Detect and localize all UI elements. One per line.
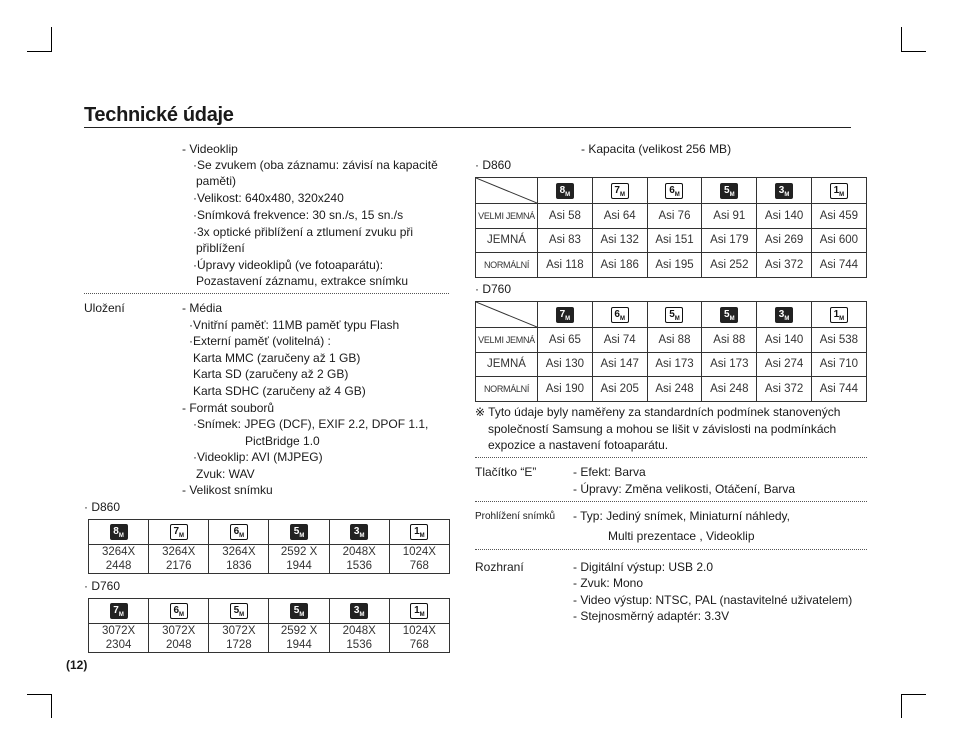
size-cell [209, 624, 269, 653]
icon-row [476, 302, 867, 328]
6m-icon [665, 183, 683, 199]
capacity-cell: Asi 372 [757, 377, 812, 402]
5m-icon [290, 603, 308, 619]
size-cell [149, 624, 209, 653]
3m-icon [775, 183, 793, 199]
interface-label: Rozhraní [475, 560, 524, 574]
size-height: 1944 [286, 560, 312, 572]
size-width: 2592 X [280, 625, 318, 637]
icon-digit: 8 [559, 184, 566, 196]
icon-cell [811, 178, 866, 204]
icon-digit: 1 [414, 526, 420, 537]
size-width: 3072X [162, 625, 196, 637]
3m-icon [350, 603, 368, 619]
capacity-cell: Asi 195 [647, 253, 702, 278]
icon-digit: 6 [669, 184, 675, 196]
capacity-header: - Kapacita (velikost 256 MB) [581, 142, 732, 156]
size-height: 1836 [226, 560, 252, 572]
icon-cell [269, 520, 329, 545]
videoklip-line: ·Úpravy videoklipů (ve fotoaparátu): [193, 258, 384, 272]
crop-mark [901, 27, 902, 51]
table-row [476, 377, 867, 402]
capacity-cell: Asi 252 [702, 253, 757, 278]
size-cell [269, 545, 329, 574]
size-cell [209, 545, 269, 574]
model-label-d760: · D760 [84, 579, 121, 593]
icon-digit: 7 [614, 184, 620, 196]
icon-unit: M [359, 612, 365, 618]
6m-icon [170, 603, 188, 619]
icon-digit: 3 [353, 526, 360, 537]
icon-cell [89, 520, 149, 545]
icon-unit: M [239, 612, 245, 618]
capacity-cell: Asi 372 [757, 253, 812, 278]
media-line: Karta MMC (zaručeny až 1 GB) [193, 351, 361, 365]
capacity-cell: Asi 140 [757, 204, 812, 229]
icon-unit: M [784, 315, 790, 322]
section-divider [475, 501, 867, 502]
icon-cell [329, 599, 389, 624]
icon-unit: M [359, 533, 365, 539]
table-row [476, 253, 867, 278]
format-line: ·Videoklip: AVI (MJPEG) [193, 450, 323, 464]
icon-unit: M [299, 533, 305, 539]
crop-mark [901, 51, 926, 52]
capacity-cell: Asi 65 [538, 328, 593, 353]
section-divider [475, 549, 867, 550]
crop-mark [901, 694, 926, 695]
quality-label: JEMNÁ [476, 352, 538, 377]
section-divider [475, 457, 867, 458]
icon-unit: M [239, 533, 245, 539]
note-line: společností Samsung a mohou se lišit v závislosti na podmínkách [488, 422, 837, 436]
icon-unit: M [565, 315, 571, 322]
icon-cell [702, 178, 757, 204]
icon-digit: 6 [173, 605, 180, 616]
size-width: 3072X [101, 625, 136, 637]
icon-cell [389, 520, 449, 545]
capacity-cell: Asi 58 [538, 204, 593, 229]
capacity-cell: Asi 600 [811, 228, 866, 253]
7m-icon [556, 307, 574, 323]
icon-digit: 5 [669, 308, 675, 320]
icon-unit: M [118, 533, 124, 539]
quality-label: NORMÁLNÍ [476, 377, 538, 402]
icon-cell [209, 599, 269, 624]
media-header: - Média [182, 301, 223, 315]
capacity-table-d860 [475, 177, 867, 278]
format-line: ·Snímek: JPEG (DCF), EXIF 2.2, DPOF 1.1, [193, 417, 429, 431]
icon-unit: M [419, 533, 425, 539]
size-width: 2592 X [280, 546, 318, 558]
icon-unit: M [729, 191, 735, 198]
icon-cell [209, 520, 269, 545]
capacity-cell: Asi 744 [811, 253, 866, 278]
7m-icon [611, 183, 629, 199]
e-button-label: Tlačítko “E” [475, 465, 537, 479]
icon-row [89, 599, 450, 624]
icon-cell [757, 302, 812, 328]
table-row [476, 204, 867, 229]
videoklip-line: paměti) [196, 174, 237, 188]
size-cell [89, 624, 149, 653]
capacity-cell: Asi 274 [757, 352, 812, 377]
capacity-cell: Asi 459 [811, 204, 866, 229]
6m-icon [230, 524, 248, 540]
size-height: 1536 [346, 560, 372, 572]
capacity-cell: Asi 147 [592, 352, 647, 377]
corner-cell [476, 302, 538, 328]
size-width: 3264X [101, 546, 136, 558]
title-rule [84, 127, 851, 128]
1m-icon [830, 307, 848, 323]
icon-cell [702, 302, 757, 328]
capacity-cell: Asi 118 [538, 253, 593, 278]
5m-icon [230, 603, 248, 619]
section-divider [84, 293, 449, 294]
1m-icon [410, 603, 428, 619]
interface-line: - Zvuk: Mono [573, 576, 644, 590]
size-cell [389, 624, 449, 653]
size-height: 768 [409, 639, 429, 651]
icon-cell [592, 178, 647, 204]
icon-cell [149, 520, 209, 545]
note-line: ※ Tyto údaje byly naměřeny za standardních podmínek stanovených [475, 405, 841, 419]
icon-digit: 1 [833, 308, 840, 320]
size-cell [389, 545, 449, 574]
size-header: - Velikost snímku [182, 483, 273, 497]
size-cell [89, 545, 149, 574]
icon-unit: M [839, 315, 845, 322]
icon-digit: 3 [778, 308, 785, 320]
5m-icon [665, 307, 683, 323]
size-width: 1024X [402, 625, 436, 637]
e-button-line: - Úpravy: Změna velikosti, Otáčení, Barva [573, 482, 796, 496]
capacity-cell: Asi 74 [592, 328, 647, 353]
5m-icon [290, 524, 308, 540]
icon-unit: M [565, 191, 571, 198]
capacity-cell: Asi 248 [702, 377, 757, 402]
interface-line: - Stejnosměrný adaptér: 3.3V [573, 609, 730, 623]
capacity-cell: Asi 186 [592, 253, 647, 278]
5m-icon [720, 307, 738, 323]
5m-icon [720, 183, 738, 199]
capacity-cell: Asi 190 [538, 377, 593, 402]
icon-unit: M [839, 191, 845, 198]
browse-label: Prohlížení snímků [475, 511, 556, 522]
quality-label: NORMÁLNÍ [476, 253, 538, 278]
size-height: 2176 [165, 560, 192, 572]
icon-cell [149, 599, 209, 624]
quality-label: JEMNÁ [476, 228, 538, 253]
7m-icon [110, 603, 128, 619]
icon-digit: 7 [173, 526, 180, 537]
capacity-cell: Asi 248 [647, 377, 702, 402]
videoklip-line: ·3x optické přiblížení a ztlumení zvuku při [193, 225, 414, 239]
size-width: 3264X [162, 546, 196, 558]
videoklip-line: ·Velikost: 640x480, 320x240 [193, 191, 344, 205]
table-row [476, 328, 867, 353]
capacity-cell: Asi 269 [757, 228, 812, 253]
icon-digit: 6 [233, 526, 240, 537]
size-height: 1728 [226, 639, 252, 651]
icon-cell [757, 178, 812, 204]
6m-icon [611, 307, 629, 323]
videoklip-line: přiblížení [196, 241, 245, 255]
size-width: 3264X [222, 546, 256, 558]
model-label-d760: · D760 [475, 282, 512, 296]
capacity-cell: Asi 140 [757, 328, 812, 353]
icon-cell [538, 178, 593, 204]
icon-cell [592, 302, 647, 328]
1m-icon [410, 524, 428, 540]
icon-row [476, 178, 867, 204]
size-width: 2048X [342, 546, 376, 558]
icon-digit: 3 [778, 184, 785, 196]
model-label-d860: · D860 [475, 158, 512, 172]
size-row [89, 545, 450, 574]
interface-line: - Video výstup: NTSC, PAL (nastavitelné uživatelem) [573, 593, 853, 607]
capacity-cell: Asi 88 [702, 328, 757, 353]
format-header: - Formát souborů [182, 401, 275, 415]
quality-label: VELMI JEMNÁ [476, 328, 538, 353]
icon-digit: 6 [614, 308, 620, 320]
videoklip-line: ·Se zvukem (oba záznamu: závisí na kapacitě [193, 158, 438, 172]
icon-unit: M [784, 191, 790, 198]
size-cell [329, 624, 389, 653]
format-line: PictBridge 1.0 [245, 434, 320, 448]
crop-mark [27, 51, 52, 52]
icon-unit: M [118, 612, 124, 618]
diagonal-line [476, 178, 537, 203]
crop-mark [27, 694, 52, 695]
capacity-cell: Asi 744 [811, 377, 866, 402]
videoklip-header: - Videoklip [182, 142, 238, 156]
diagonal-line [476, 302, 537, 327]
size-height: 2304 [105, 639, 132, 651]
media-line: Karta SDHC (zaručeny až 4 GB) [193, 384, 366, 398]
icon-cell [269, 599, 329, 624]
icon-cell [329, 520, 389, 545]
1m-icon [830, 183, 848, 199]
size-row [89, 624, 450, 653]
size-width: 3072X [222, 625, 256, 637]
note-line: expozice a nastavení fotoaparátu. [488, 438, 669, 452]
icon-unit: M [179, 533, 185, 539]
icon-row [89, 520, 450, 545]
icon-digit: 1 [833, 184, 840, 196]
icon-digit: 7 [559, 308, 566, 320]
capacity-cell: Asi 538 [811, 328, 866, 353]
icon-cell [538, 302, 593, 328]
icon-cell [811, 302, 866, 328]
page-number-value: 12 [70, 658, 84, 672]
page-title: Technické údaje [84, 104, 234, 126]
capacity-cell: Asi 151 [647, 228, 702, 253]
icon-cell [647, 302, 702, 328]
image-size-table-d760 [88, 598, 450, 653]
icon-unit: M [619, 315, 625, 322]
icon-digit: 5 [293, 605, 300, 616]
crop-mark [51, 694, 52, 718]
icon-digit: 7 [113, 605, 119, 616]
icon-cell [89, 599, 149, 624]
icon-digit: 5 [233, 605, 240, 616]
size-height: 768 [409, 560, 429, 572]
media-line: ·Vnitřní paměť: 11MB paměť typu Flash [189, 318, 400, 332]
videoklip-line: ·Snímková frekvence: 30 sn./s, 15 sn./s [193, 208, 404, 222]
icon-digit: 1 [414, 605, 420, 616]
3m-icon [775, 307, 793, 323]
capacity-cell: Asi 710 [811, 352, 866, 377]
icon-digit: 8 [113, 526, 119, 537]
icon-digit: 5 [724, 308, 730, 320]
crop-mark [901, 694, 902, 718]
model-label-d860: · D860 [84, 500, 121, 514]
table-row [476, 228, 867, 253]
e-button-line: - Efekt: Barva [573, 465, 646, 479]
size-width: 2048X [342, 625, 376, 637]
size-height: 1536 [346, 639, 372, 651]
size-cell [329, 545, 389, 574]
corner-cell [476, 178, 538, 204]
capacity-cell: Asi 64 [592, 204, 647, 229]
icon-unit: M [619, 191, 625, 198]
page-number: (12) [66, 658, 88, 672]
size-height: 1944 [286, 639, 312, 651]
size-cell [149, 545, 209, 574]
icon-cell [389, 599, 449, 624]
storage-label: Uložení [84, 301, 125, 315]
icon-unit: M [674, 191, 680, 198]
browse-line: - Typ: Jediný snímek, Miniaturní náhledy, [573, 509, 790, 523]
capacity-cell: Asi 205 [592, 377, 647, 402]
icon-digit: 3 [353, 605, 360, 616]
size-cell [269, 624, 329, 653]
7m-icon [170, 524, 188, 540]
size-height: 2448 [105, 560, 132, 572]
size-width: 1024X [402, 546, 436, 558]
icon-unit: M [419, 612, 425, 618]
icon-unit: M [674, 315, 680, 322]
icon-digit: 5 [293, 526, 300, 537]
format-line: Zvuk: WAV [196, 467, 255, 481]
capacity-cell: Asi 130 [538, 352, 593, 377]
videoklip-line: Pozastavení záznamu, extrakce snímku [196, 274, 409, 288]
crop-mark [51, 27, 52, 51]
table-row [476, 352, 867, 377]
8m-icon [110, 524, 128, 540]
icon-unit: M [729, 315, 735, 322]
8m-icon [556, 183, 574, 199]
capacity-cell: Asi 88 [647, 328, 702, 353]
icon-unit: M [179, 612, 185, 618]
image-size-table-d860 [88, 519, 450, 574]
icon-digit: 5 [724, 184, 730, 196]
capacity-cell: Asi 179 [702, 228, 757, 253]
size-height: 2048 [165, 639, 192, 651]
capacity-cell: Asi 83 [538, 228, 593, 253]
capacity-cell: Asi 76 [647, 204, 702, 229]
icon-unit: M [299, 612, 305, 618]
capacity-cell: Asi 173 [702, 352, 757, 377]
media-line: Karta SD (zaručeny až 2 GB) [193, 367, 349, 381]
media-line: ·Externí paměť (volitelná) : [189, 334, 331, 348]
browse-line: Multi prezentace , Videoklip [608, 529, 755, 543]
icon-cell [647, 178, 702, 204]
interface-line: - Digitální výstup: USB 2.0 [573, 560, 714, 574]
capacity-table-d760 [475, 301, 867, 402]
quality-label: VELMI JEMNÁ [476, 204, 538, 229]
3m-icon [350, 524, 368, 540]
capacity-cell: Asi 132 [592, 228, 647, 253]
capacity-cell: Asi 173 [647, 352, 702, 377]
capacity-cell: Asi 91 [702, 204, 757, 229]
